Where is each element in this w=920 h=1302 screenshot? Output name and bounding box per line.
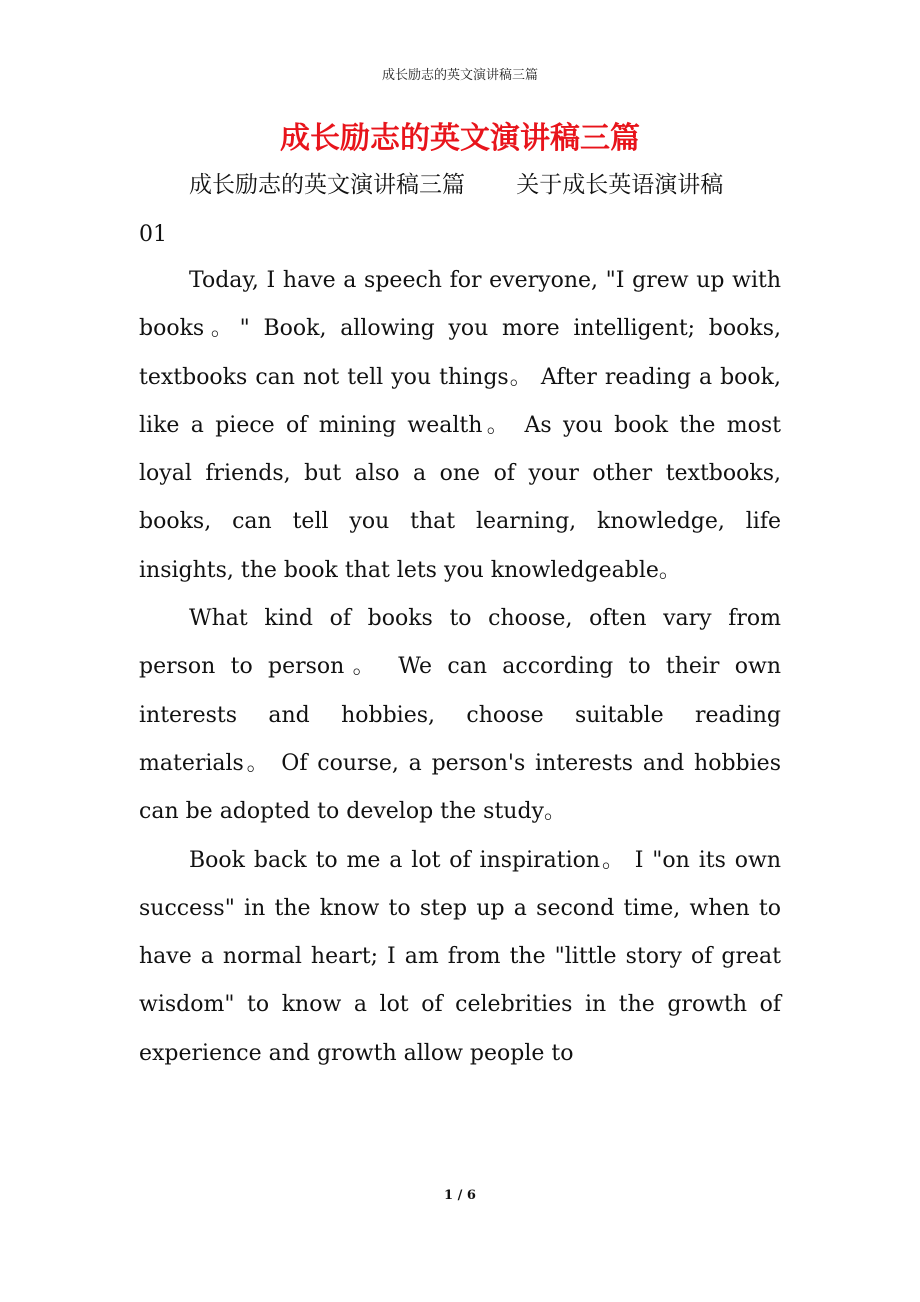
subtitle-right: 关于成长英语演讲稿: [516, 172, 724, 198]
subtitle-line: [189, 166, 723, 199]
paragraph-2: What kind of books to choose, often vary from person to person。 We can according to their own interests and hobbies, choose suitable reading materials。 Of course, a person's interests and hobbies can be adopted to develop the study。: [139, 606, 781, 825]
document-body: [139, 257, 781, 1078]
paragraph-3: Book back to me a lot of inspiration。 I "on its own success" in the know to step up a second time, when to have a normal heart; I am from the "little story of great wisdom" to know a lot of celebrities in the growth of experience and growth allow people to: [139, 847, 781, 1066]
section-number: 01: [139, 222, 167, 247]
document-title: 成长励志的英文演讲稿三篇: [280, 121, 640, 156]
running-header: 成长励志的英文演讲稿三篇: [381, 68, 538, 83]
page-indicator: 1 / 6: [444, 1188, 476, 1203]
paragraph-1: Today, I have a speech for everyone, "I grew up with books。" Book, allowing you more intelligent; books, textbooks can not tell you things。 After reading a book, like a piece of mining wealth。 As you book the most loyal friends, but also a one of your other textbooks, books, can tell you that learning, knowledge, life insights, the book that lets you knowledgeable。: [139, 268, 781, 583]
subtitle-left: 成长励志的英文演讲稿三篇: [189, 172, 465, 198]
